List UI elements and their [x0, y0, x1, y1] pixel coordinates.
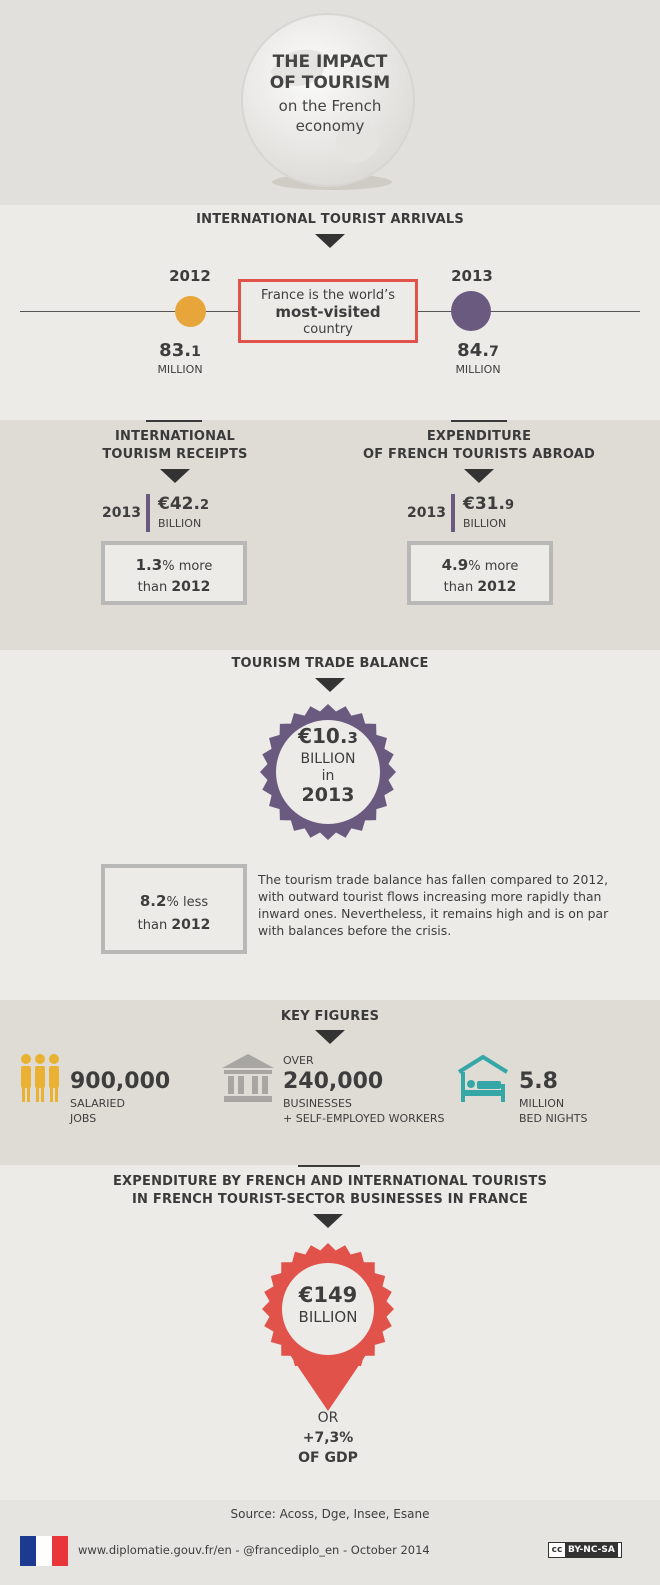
balance-unit: BILLION [300, 751, 356, 767]
expenditure-bar [451, 494, 455, 532]
expenditure-unit: BILLION [463, 517, 507, 530]
balance-value-dec: 3 [347, 729, 358, 747]
expenditure-change-num: 4.9 [441, 556, 469, 574]
divider [146, 420, 202, 422]
receipts-value-dec: 2 [199, 498, 209, 513]
balance-year: 2013 [301, 784, 355, 806]
receipts-change-num: 1.3 [135, 556, 163, 574]
down-arrow-icon [315, 234, 345, 248]
expenditure-change-box [407, 541, 553, 605]
bed-icon [457, 1054, 509, 1104]
footer-section [0, 1500, 660, 1585]
expenditure-heading-line2: OF FRENCH TOURISTS ABROAD [362, 447, 596, 462]
balance-in: in [321, 768, 335, 784]
jobs-line2: JOBS [70, 1112, 97, 1125]
key-figures-section [0, 1000, 660, 1165]
bed-value: 5.8 [519, 1069, 558, 1094]
receipts-bar [146, 494, 150, 532]
spending-gdp-value: +7,3% [302, 1430, 354, 1446]
expenditure-value-int: €31. [463, 494, 505, 514]
expenditure-year: 2013 [407, 505, 446, 521]
year-2012: 2012 [169, 267, 211, 285]
balance-change-word: less [182, 895, 209, 910]
bed-line2: BED NIGHTS [519, 1112, 588, 1125]
french-flag-logo [20, 1536, 68, 1566]
expenditure-change-word: more [484, 559, 519, 574]
expenditure-heading-line1: EXPENDITURE [426, 429, 532, 444]
key-figures-heading: KEY FIGURES [280, 1009, 380, 1024]
page-subtitle-line1: on the French [278, 97, 382, 115]
biz-over: OVER [283, 1054, 314, 1067]
receipts-heading-line1: INTERNATIONAL [115, 429, 235, 444]
value-2012-dec: 1 [191, 344, 201, 360]
arrivals-section [0, 205, 660, 420]
page-title-line1: THE IMPACT [272, 52, 388, 72]
biz-line1: BUSINESSES [283, 1097, 352, 1110]
receipts-change-word: more [178, 559, 213, 574]
value-2012-int: 83. [159, 340, 192, 361]
people-icon [18, 1054, 62, 1104]
cc-icon: cc [551, 1545, 563, 1555]
receipts-change-pct: % [162, 559, 175, 574]
divider [298, 1165, 360, 1167]
building-icon [222, 1054, 274, 1104]
source-note: Source: Acoss, Dge, Insee, Esane [230, 1507, 430, 1521]
license-label: BY-NC-SA [565, 1543, 618, 1557]
jobs-value: 900,000 [70, 1069, 171, 1094]
spending-heading-line1: EXPENDITURE BY FRENCH AND INTERNATIONAL TOURISTS [112, 1174, 548, 1189]
down-arrow-icon [315, 1030, 345, 1044]
year-2013: 2013 [451, 267, 493, 285]
callout-line3: country [303, 322, 353, 337]
expenditure-change-pct: % [468, 559, 481, 574]
dot-2013 [451, 291, 491, 331]
balance-heading: TOURISM TRADE BALANCE [231, 656, 429, 671]
receipts-value-int: €42. [158, 494, 200, 514]
expenditure-than: than [443, 580, 474, 595]
biz-line2: + SELF-EMPLOYED WORKERS [283, 1112, 445, 1125]
balance-change-box [101, 864, 247, 954]
balance-than-year: 2012 [171, 917, 211, 933]
balance-than: than [137, 918, 168, 933]
value-2013-dec: 7 [489, 344, 499, 360]
unit-2012: MILLION [157, 363, 203, 376]
balance-change-num: 8.2 [139, 892, 167, 910]
receipts-heading-line2: TOURISM RECEIPTS [102, 447, 248, 462]
divider [451, 420, 507, 422]
value-2013-int: 84. [457, 340, 490, 361]
callout-bold: most-visited [275, 303, 381, 321]
down-arrow-icon [464, 469, 494, 483]
expenditure-value-dec: 9 [504, 498, 514, 513]
biz-value: 240,000 [283, 1069, 384, 1094]
receipts-unit: BILLION [158, 517, 202, 530]
receipts-than-year: 2012 [171, 579, 211, 595]
spending-value: €149 [298, 1283, 358, 1307]
page-subtitle-line2: economy [295, 117, 365, 135]
receipts-change-box [101, 541, 247, 605]
unit-2013: MILLION [455, 363, 501, 376]
down-arrow-icon [160, 469, 190, 483]
bed-line1: MILLION [519, 1097, 565, 1110]
header-section [0, 0, 660, 205]
footer-credits: www.diplomatie.gouv.fr/en - @francediplo_en - October 2014 [78, 1543, 430, 1557]
spending-seal [258, 1239, 398, 1419]
cc-license-badge [548, 1542, 622, 1558]
spending-unit: BILLION [298, 1308, 358, 1326]
page-title-line2: OF TOURISM [269, 73, 391, 93]
most-visited-callout [238, 279, 418, 343]
spending-heading-line2: IN FRENCH TOURIST-SECTOR BUSINESSES IN FRANCE [132, 1192, 528, 1207]
expenditure-than-year: 2012 [477, 579, 517, 595]
dot-2012 [175, 296, 206, 327]
balance-section [0, 650, 660, 1000]
arrivals-heading: INTERNATIONAL TOURIST ARRIVALS [196, 212, 464, 227]
balance-description: The tourism trade balance has fallen compared to 2012, with outward tourist flows increasing more rapidly than inward ones. Nevertheless, it remains high and is on par with balances before the crisis. [258, 872, 609, 938]
spending-gdp-label: OF GDP [298, 1450, 358, 1466]
receipts-section [0, 420, 660, 650]
receipts-than: than [137, 580, 168, 595]
balance-change-pct: % [166, 895, 179, 910]
spending-or: OR [317, 1410, 339, 1426]
balance-value-int: €10. [298, 724, 348, 748]
receipts-year: 2013 [102, 505, 141, 521]
callout-line1: France is the world’s [260, 288, 396, 303]
jobs-line1: SALARIED [70, 1097, 125, 1110]
down-arrow-icon [313, 1214, 343, 1228]
spending-section [0, 1165, 660, 1500]
down-arrow-icon [315, 678, 345, 692]
